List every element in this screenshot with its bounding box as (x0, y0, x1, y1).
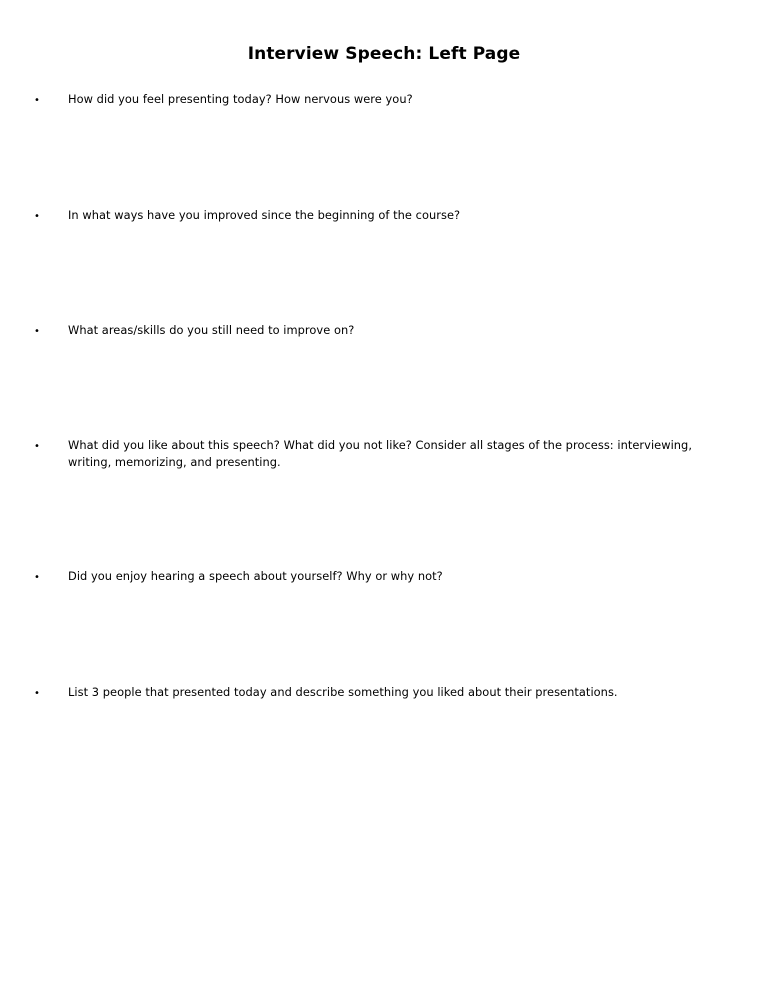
page-title: Interview Speech: Left Page (247, 44, 521, 64)
question-item (34, 207, 724, 225)
question-item (34, 684, 724, 702)
question-item (34, 322, 724, 340)
question-text: How did you feel presenting today? How nervous were you? (68, 92, 413, 106)
question-text: What did you like about this speech? What did you not like? Consider all stages of the process: interviewing, writing, memorizing, and presenting. (68, 438, 693, 469)
question-item (34, 568, 724, 586)
bullet-icon: • (34, 95, 40, 106)
question-text: In what ways have you improved since the beginning of the course? (68, 208, 461, 222)
question-text: What areas/skills do you still need to improve on? (68, 323, 355, 337)
question-text: List 3 people that presented today and describe something you liked about their presentations. (68, 685, 618, 699)
bullet-icon: • (34, 688, 40, 699)
bullet-icon: • (34, 326, 40, 337)
question-item (34, 437, 724, 471)
question-text: Did you enjoy hearing a speech about yourself? Why or why not? (68, 569, 443, 583)
bullet-icon: • (34, 572, 40, 583)
bullet-icon: • (34, 211, 40, 222)
question-item (34, 91, 724, 109)
bullet-icon: • (34, 441, 40, 452)
